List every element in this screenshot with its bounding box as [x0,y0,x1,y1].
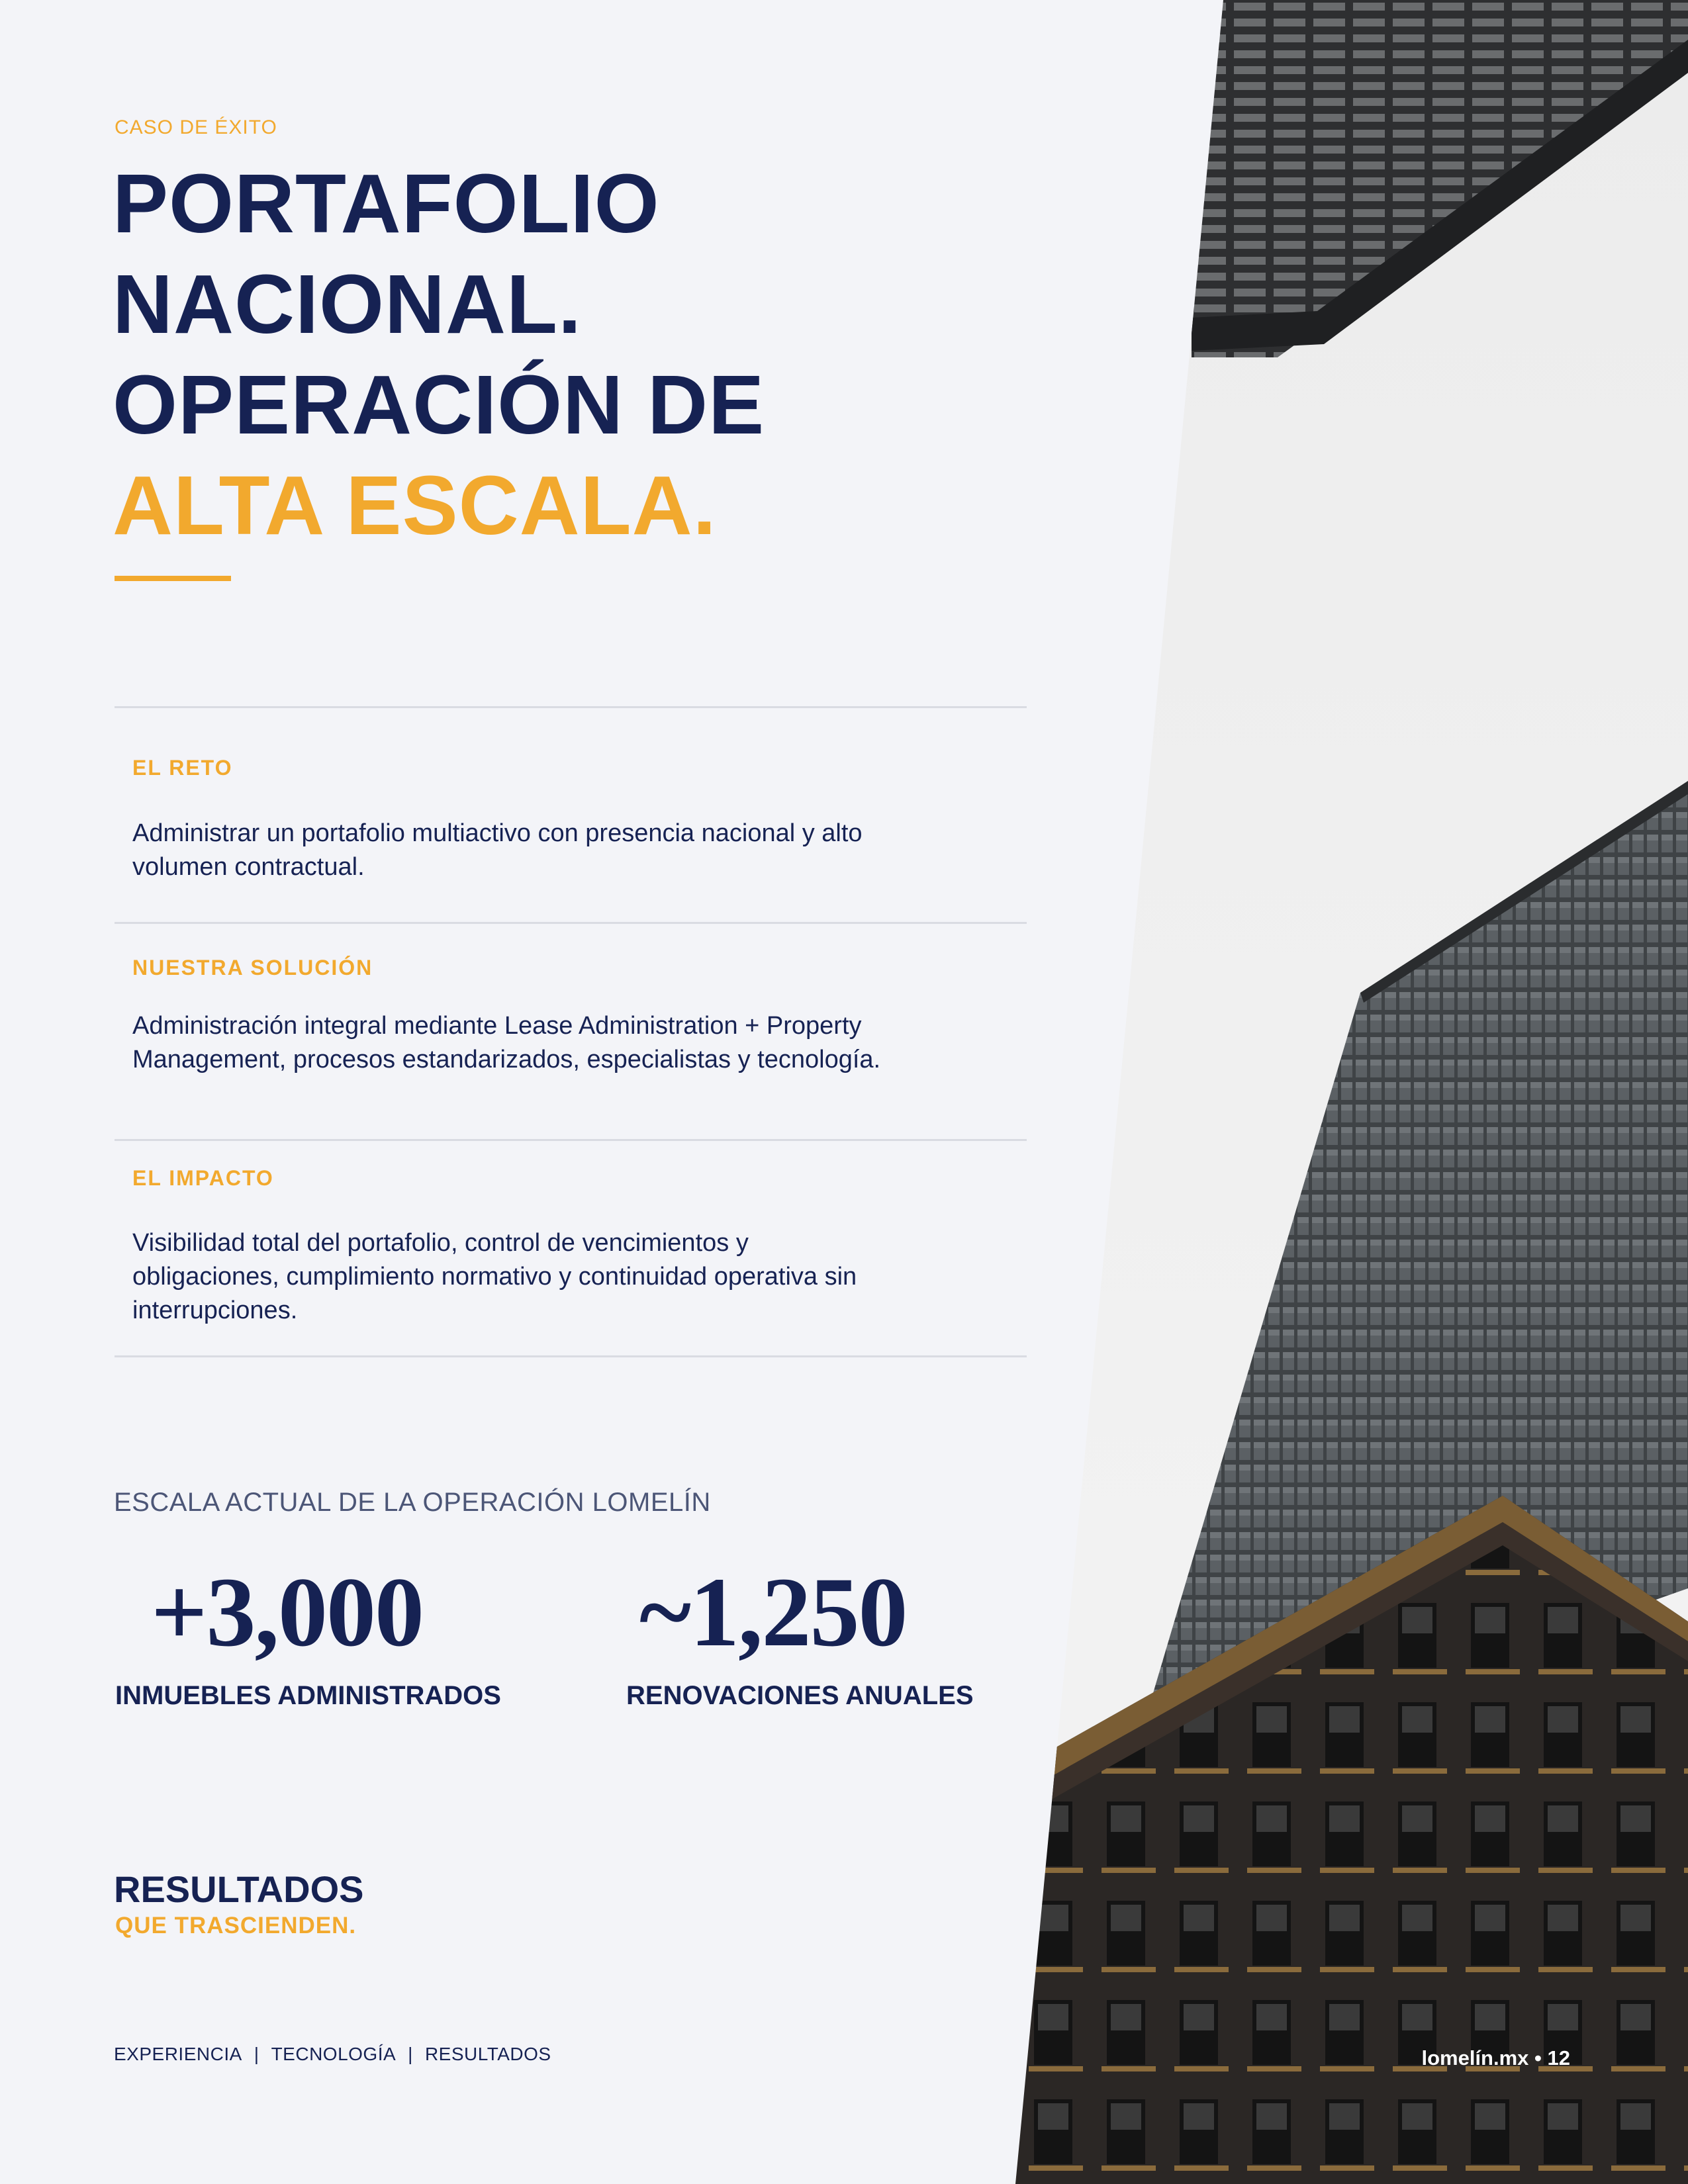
divider [115,1355,1027,1357]
title-underline [115,576,231,581]
section-label-impacto: EL IMPACTO [132,1166,274,1190]
footer-item: TECNOLOGÍA [271,2044,397,2064]
divider [115,706,1027,708]
title-line: PORTAFOLIO [113,157,660,250]
footer-page-info [1421,2046,1570,2070]
section-body-solucion: Administración integral mediante Lease Administration + Property Management, procesos estandarizados, especialistas y tecnología. [132,1012,881,1073]
results-title: RESULTADOS [114,1868,364,1910]
title-line-accent: ALTA ESCALA. [113,459,717,552]
stat-label-inmuebles: INMUEBLES ADMINISTRADOS [115,1681,501,1710]
footer-item: RESULTADOS [424,2044,551,2064]
section-label-solucion: NUESTRA SOLUCIÓN [132,956,373,979]
scale-heading: ESCALA ACTUAL DE LA OPERACIÓN LOMELÍN [114,1488,711,1517]
footer-separator: | [408,2044,413,2064]
stat-value-renovaciones: ~1,250 [639,1557,907,1667]
site-url: lomelín.mx [1421,2046,1529,2070]
eyebrow-label: CASO DE ÉXITO [115,116,277,138]
stat-label-renovaciones: RENOVACIONES ANUALES [626,1681,974,1710]
footer-separator: | [254,2044,259,2064]
section-body-impacto: Visibilidad total del portafolio, control de vencimientos y obligaciones, cumplimiento normativo y continuidad operativa sin interrupciones. [132,1229,857,1324]
divider [115,922,1027,924]
title-line: OPERACIÓN DE [113,358,765,451]
page-title [113,154,765,556]
bullet-separator: • [1534,2046,1542,2070]
section-label-reto: EL RETO [132,756,233,780]
stat-value-inmuebles: +3,000 [151,1557,423,1667]
page-number: 12 [1547,2046,1570,2070]
results-subtitle: QUE TRASCIENDEN. [115,1913,357,1938]
title-line: NACIONAL. [113,257,582,351]
section-body-reto: Administrar un portafolio multiactivo con presencia nacional y alto volumen contractual. [132,819,863,881]
footer-item: EXPERIENCIA [114,2044,242,2064]
footer-tagline [114,2044,551,2065]
divider [115,1139,1027,1141]
